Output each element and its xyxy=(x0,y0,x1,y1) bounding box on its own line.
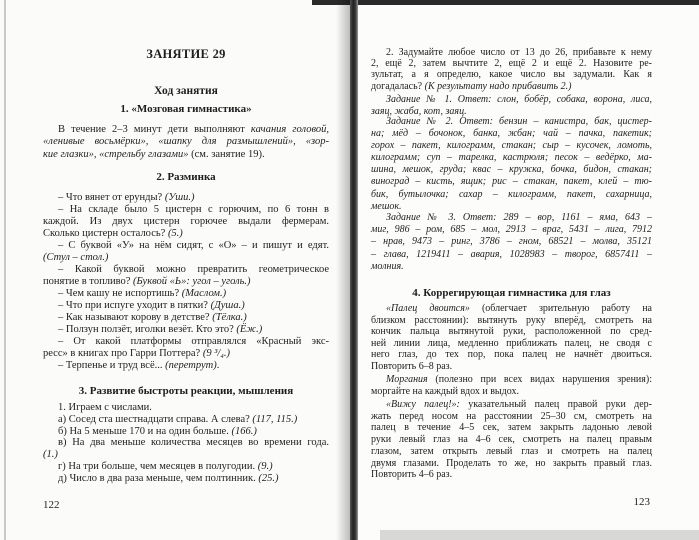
riddle-paragraph xyxy=(371,47,652,92)
italic-text: Задание № 2. Ответ: бензин – канистра, бак, цистер- xyxy=(386,116,652,127)
text-line xyxy=(43,461,329,473)
text-line xyxy=(371,224,652,236)
text-line xyxy=(371,47,652,58)
body-text: – От какой платформы отправлялся «Красный экс- xyxy=(58,336,329,347)
italic-text: миг, 986 – ром, 685 – мол, 2913 – враг, 5431 – лига, 7912 xyxy=(371,224,652,236)
see-finger-exercise-paragraph xyxy=(371,399,652,481)
text-line xyxy=(43,149,329,161)
italic-text: Задание № 3. Ответ: 289 – вор, 1161 – яма, 643 – xyxy=(386,212,652,223)
text-line xyxy=(371,94,652,106)
text-line xyxy=(371,69,652,80)
italic-text: «Палец двоится» xyxy=(386,303,470,314)
italic-text: горох – пакет, килограмм, стакан; сыр – кусочек, ломоть, xyxy=(371,140,652,152)
body-text: – Чем кашу не испортишь? xyxy=(58,288,182,299)
italic-text: виноград – кисть, ящик; рис – стакан, пакет, клей – тю- xyxy=(371,176,652,188)
body-text: – На складе было 5 цистерн с горючим, по 6 тонн в xyxy=(58,204,329,215)
text-line xyxy=(371,315,652,327)
text-line xyxy=(371,58,652,69)
body-text: указательный палец правой руки дер- xyxy=(459,399,652,410)
text-line xyxy=(43,136,329,148)
italic-text: (Стул – стол.) xyxy=(43,252,109,263)
blinking-exercise-paragraph xyxy=(371,374,652,398)
text-line xyxy=(371,446,652,458)
text-line xyxy=(371,249,652,261)
italic-text: (Ёж.) xyxy=(236,324,263,335)
italic-text: кие глазки», «стрельбу глазами» xyxy=(43,148,189,160)
body-text: – Как называют корову в детстве? xyxy=(58,312,213,323)
section-3-heading: 3. Развитие быстроты реакции, мышления xyxy=(78,385,294,397)
italic-text: (Тёлка.) xyxy=(212,312,247,323)
text-line xyxy=(43,336,329,348)
task-3-answer xyxy=(371,212,652,273)
body-text: догадалась? xyxy=(371,80,425,92)
text-line xyxy=(371,386,652,398)
text-line xyxy=(43,473,329,485)
body-text: жать перед носом на расстоянии 25–30 см, смотреть на xyxy=(371,410,652,422)
right-page-top-edge xyxy=(312,0,699,5)
italic-text: шина, мешок, груда; квас – кружка, бочка, бидон, стакан; xyxy=(371,164,652,176)
text-line xyxy=(371,261,652,273)
gutter-shadow xyxy=(336,0,350,540)
body-text: (см. занятие 19). xyxy=(188,148,265,160)
text-line xyxy=(43,360,329,372)
italic-text: на; мёд – бочонок, банка, жбан; чай – пачка, пакетик; xyxy=(371,128,652,140)
text-line xyxy=(43,312,329,324)
italic-text: (Уши.) xyxy=(164,192,195,203)
body-text: 2. Задумайте любое число от 13 до 26, прибавьте к нему xyxy=(386,47,652,58)
italic-text: качания головой, xyxy=(250,124,329,135)
text-line xyxy=(371,212,652,224)
text-line xyxy=(371,361,652,373)
body-text: палец в течение 4–5 сек, затем закрыть ладонью левой xyxy=(371,422,652,434)
text-line xyxy=(43,252,329,264)
text-line xyxy=(43,204,329,216)
lesson-subtitle: Ход занятия xyxy=(154,85,218,97)
text-line xyxy=(43,300,329,312)
italic-text: (Буквой «Ь»: угол – уголь.) xyxy=(133,276,251,287)
italic-text: (Маслом.) xyxy=(181,288,227,299)
body-text: – Какой буквой можно превратить геометрическое xyxy=(58,264,329,275)
section-1-text xyxy=(43,124,329,161)
text-line xyxy=(43,324,329,336)
italic-text: (Душа.) xyxy=(210,300,245,311)
body-text: в) На два меньше количества месяцев во времени года. xyxy=(58,437,329,449)
section-3-text xyxy=(43,402,329,485)
text-line xyxy=(371,349,652,361)
section-2-text xyxy=(43,192,329,372)
body-text: . xyxy=(216,360,220,371)
section-1-heading: 1. «Мозговая гимнастика» xyxy=(120,103,252,115)
italic-text: бик, бутылочка; сахар – килограмм, пакет, сахарница, xyxy=(371,188,652,200)
text-line xyxy=(371,128,652,140)
italic-text: (1.) xyxy=(43,449,58,461)
body-text: понятие в топливо? xyxy=(43,276,133,287)
body-text: ресс» в книгах про Гарри Поттера? xyxy=(43,348,203,359)
section-4-heading: 4. Коррегирующая гимнастика для глаз xyxy=(412,287,611,299)
italic-text: (9.) xyxy=(257,460,273,472)
lesson-title: ЗАНЯТИЕ 29 xyxy=(146,47,226,61)
italic-text: – нрав, 9473 – ринг, 3786 – гном, 68521 – молва, 35121 xyxy=(371,236,652,248)
italic-text: (117, 115.) xyxy=(252,413,298,425)
body-text: руки левый глаз на 4–6 сек, смотреть на палец правым xyxy=(371,434,652,446)
text-line xyxy=(43,426,329,438)
text-line xyxy=(43,348,329,360)
text-line xyxy=(43,216,329,228)
text-line xyxy=(43,276,329,288)
text-line xyxy=(43,449,329,461)
body-text: д) Число в два раза меньше, чем полтинник. xyxy=(58,472,259,484)
italic-text: «ленивые восьмёрки», «шапку для размышлений», «зор- xyxy=(43,136,329,148)
book-gutter xyxy=(350,0,358,540)
body-text: (полезно при всех видах нарушения зрения): xyxy=(427,374,652,385)
text-line xyxy=(43,402,329,414)
italic-text: (5.) xyxy=(167,228,183,239)
body-text: кончик пальца вытянутой руки, расположенной по сред- xyxy=(371,326,652,338)
italic-text: (К результату надо прибавить 2.) xyxy=(424,80,572,92)
body-text: а) Сосед ста шестнадцати справа. А слева? xyxy=(58,413,253,425)
body-text: – Ползун ползёт, иголки везёт. Кто это? xyxy=(58,324,237,335)
text-line xyxy=(371,81,652,92)
italic-text: Задание № 1. Ответ: слон, бобёр, собака, ворона, лиса, xyxy=(386,94,652,105)
italic-text: (перетрут) xyxy=(165,360,217,371)
left-page-edge xyxy=(4,0,6,540)
italic-text: (25.) xyxy=(258,472,279,484)
italic-text: килограмм; суп – тарелка, кастрюля; песок – ведёрко, ма- xyxy=(371,152,652,164)
body-text: – С буквой «У» на нём сидят, с «О» – и пишут и едят. xyxy=(58,240,329,251)
body-text: моргайте на каждый вдох и выдох. xyxy=(371,386,519,397)
text-line xyxy=(371,399,652,411)
text-line xyxy=(371,303,652,315)
text-line xyxy=(371,469,652,481)
text-line xyxy=(371,189,652,201)
text-line xyxy=(43,124,329,136)
body-text: – Что вянет от ерунды? xyxy=(58,192,165,203)
italic-text: молния. xyxy=(371,260,404,272)
task-1-answer xyxy=(371,94,652,117)
body-text: ней линии лица, медленно приближать палец, не сводя с xyxy=(371,337,652,349)
text-line xyxy=(371,411,652,423)
text-line xyxy=(371,458,652,470)
text-line xyxy=(43,192,329,204)
text-line xyxy=(371,374,652,386)
text-line xyxy=(371,434,652,446)
text-line xyxy=(371,422,652,434)
italic-text: Моргания xyxy=(386,374,428,385)
text-line xyxy=(371,338,652,350)
body-text: зультат, а я определю, какое число вы задумали. Как я xyxy=(371,69,652,81)
right-page-bottom-edge xyxy=(380,530,699,540)
task-2-answer xyxy=(371,116,652,213)
body-text: г) На три больше, чем месяцев в полугодии. xyxy=(58,460,258,472)
text-line xyxy=(43,288,329,300)
text-line xyxy=(371,236,652,248)
body-text: 1. Играем с числами. xyxy=(58,402,152,413)
text-line xyxy=(43,437,329,449)
text-line xyxy=(371,176,652,188)
body-text: него глаз, до тех пор, пока палец не начнёт двоиться. xyxy=(371,349,652,361)
body-text: – Терпенье и труд всё... xyxy=(58,360,166,371)
body-text: (облегчает зрительную работу на xyxy=(469,303,652,314)
body-text: Сколько цистерн осталось? xyxy=(43,228,168,239)
body-text: б) На 5 меньше 170 и на один больше. xyxy=(58,425,232,437)
italic-text: «Вижу палец!»: xyxy=(386,399,460,410)
body-text: каждой. Из двух цистерн горючее выдали фермерам. xyxy=(43,216,329,227)
body-text: глазом, затем открыть левый глаз и смотреть на палец xyxy=(371,445,652,457)
text-line xyxy=(43,228,329,240)
page-number-left: 122 xyxy=(43,499,60,511)
italic-text: (9 ³/₄.) xyxy=(202,348,231,359)
body-text: В течение 2–3 минут дети выполняют xyxy=(58,124,251,135)
text-line xyxy=(43,240,329,252)
text-line xyxy=(371,201,652,213)
italic-text: (166.) xyxy=(231,425,257,437)
text-line xyxy=(371,152,652,164)
italic-text: мешок. xyxy=(371,200,402,212)
text-line xyxy=(371,164,652,176)
section-2-heading: 2. Разминка xyxy=(156,171,216,183)
body-text: близком расстоянии): вытянуть руку вперёд, смотреть на xyxy=(371,314,652,326)
body-text: – Что при испуге уходит в пятки? xyxy=(58,300,211,311)
body-text: двумя глазами. Проделать то же, но закрыть правый глаз. xyxy=(371,457,652,469)
text-line xyxy=(371,140,652,152)
body-text: Повторить 4–6 раз. xyxy=(371,469,453,481)
italic-text: заяц, жаба, кот, заяц. xyxy=(371,105,467,117)
body-text: Повторить 6–8 раз. xyxy=(371,360,453,372)
body-text: 2, ещё 2, затем вычтите 2, ещё 2 и ещё 2. Назовите ре- xyxy=(371,58,652,70)
finger-exercise-paragraph xyxy=(371,303,652,373)
text-line xyxy=(371,116,652,128)
text-line xyxy=(43,264,329,276)
text-line xyxy=(371,326,652,338)
text-line xyxy=(43,414,329,426)
italic-text: – глава, 1219411 – авария, 1028983 – творог, 6857411 – xyxy=(371,248,652,260)
page-number-right: 123 xyxy=(633,496,650,508)
